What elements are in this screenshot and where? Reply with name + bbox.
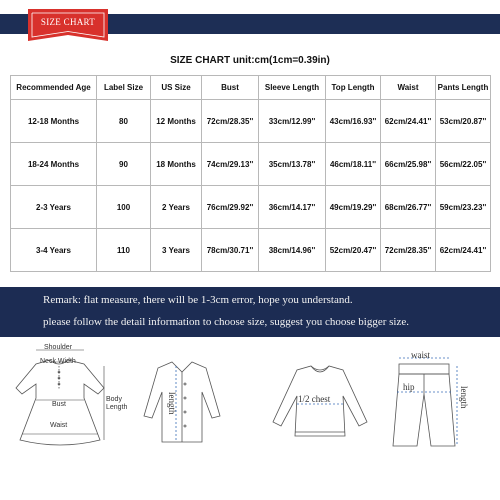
table-cell: 100 (97, 186, 151, 229)
shirt-length-label: length (167, 392, 177, 415)
bust-label: Bust (52, 401, 67, 408)
shirt-icon (140, 352, 225, 452)
table-cell: 78cm/30.71'' (202, 229, 259, 272)
neck-width-label: Neck Width (40, 358, 76, 365)
table-cell: 72cm/28.35'' (202, 100, 259, 143)
pants-length-label: length (459, 386, 469, 409)
header-cell: Pants Length (436, 76, 491, 100)
shirt-measure-diagram (140, 352, 225, 452)
header-cell: US Size (151, 76, 202, 100)
hip-label: hip (403, 382, 415, 392)
pants-waist-label: waist (411, 350, 430, 360)
table-cell: 66cm/25.98'' (381, 143, 436, 186)
table-cell: 80 (97, 100, 151, 143)
table-cell: 38cm/14.96'' (259, 229, 326, 272)
header-cell: Waist (381, 76, 436, 100)
table-cell: 2 Years (151, 186, 202, 229)
body-length-label: Body (106, 396, 122, 403)
size-chart-badge (28, 5, 108, 45)
table-cell: 53cm/20.87'' (436, 100, 491, 143)
table-cell: 3 Years (151, 229, 202, 272)
size-table (10, 75, 491, 272)
table-cell: 18 Months (151, 143, 202, 186)
table-header-row (11, 76, 491, 100)
header-cell: Label Size (97, 76, 151, 100)
table-cell: 12 Months (151, 100, 202, 143)
table-cell: 18-24 Months (11, 143, 97, 186)
table-cell: 90 (97, 143, 151, 186)
chart-title: SIZE CHART unit:cm(1cm=0.39in) (170, 55, 330, 66)
table-row (11, 229, 491, 272)
chest-label: 1/2 chest (298, 394, 331, 404)
header-cell: Sleeve Length (259, 76, 326, 100)
table-cell: 62cm/24.41'' (381, 100, 436, 143)
table-cell: 62cm/24.41'' (436, 229, 491, 272)
remark-band (0, 287, 500, 337)
table-cell: 3-4 Years (11, 229, 97, 272)
pants-measure-diagram (385, 346, 500, 458)
table-cell: 68cm/26.77'' (381, 186, 436, 229)
header-cell: Bust (202, 76, 259, 100)
body-length-label-2: Length (106, 404, 128, 411)
header-cell: Top Length (326, 76, 381, 100)
table-row (11, 186, 491, 229)
table-cell: 74cm/29.13'' (202, 143, 259, 186)
table-cell: 33cm/12.99'' (259, 100, 326, 143)
table-row (11, 100, 491, 143)
header-cell: Recommended Age (11, 76, 97, 100)
table-cell: 110 (97, 229, 151, 272)
table-cell: 2-3 Years (11, 186, 97, 229)
waist-label: Waist (50, 422, 68, 429)
table-row (11, 143, 491, 186)
table-cell: 59cm/23.23'' (436, 186, 491, 229)
table-cell: 43cm/16.93'' (326, 100, 381, 143)
sweater-measure-diagram (265, 352, 385, 452)
shoulder-label: Shoulder (44, 344, 73, 351)
table-cell: 72cm/28.35'' (381, 229, 436, 272)
table-cell: 52cm/20.47'' (326, 229, 381, 272)
table-cell: 35cm/13.78'' (259, 143, 326, 186)
remark-line-1: Remark: flat measure, there will be 1-3cm error, hope you understand. (43, 294, 353, 306)
table-cell: 36cm/14.17'' (259, 186, 326, 229)
table-cell: 12-18 Months (11, 100, 97, 143)
table-cell: 46cm/18.11'' (326, 143, 381, 186)
badge-label: SIZE CHART (40, 17, 96, 27)
table-cell: 76cm/29.92'' (202, 186, 259, 229)
pants-icon (385, 346, 500, 458)
dress-measure-diagram (0, 338, 135, 458)
table-cell: 49cm/19.29'' (326, 186, 381, 229)
table-cell: 56cm/22.05'' (436, 143, 491, 186)
remark-line-2: please follow the detail information to choose size, suggest you choose bigger size. (43, 316, 409, 328)
